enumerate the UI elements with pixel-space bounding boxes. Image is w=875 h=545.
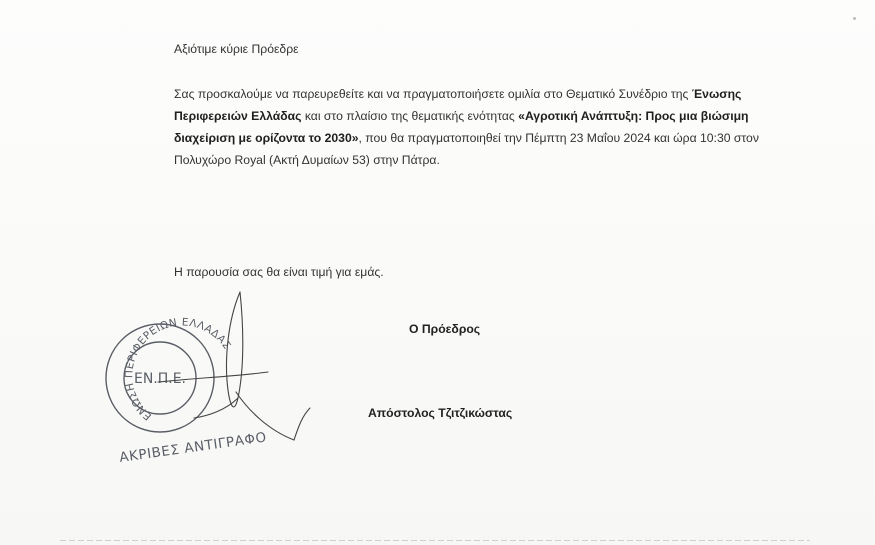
- invitation-text-1: Σας προσκαλούμε να παρευρεθείτε και να πραγματοποιήσετε ομιλία στο Θεματικό Συνέδριο της: [174, 87, 692, 101]
- organization-name: Ένωσης Περιφερειών Ελλάδας: [174, 87, 742, 123]
- stamp-center-text: ΕΝ.Π.Ε.: [133, 371, 187, 387]
- invitation-paragraph: [174, 83, 774, 171]
- letter-body: [174, 38, 774, 171]
- salutation: Αξιότιμε κύριε Πρόεδρε: [174, 42, 299, 56]
- session-title: «Αγροτική Ανάπτυξη: Προς μια βιώσιμη διαχείριση με ορίζοντα το 2030»: [174, 109, 749, 145]
- official-stamp: [98, 290, 338, 470]
- invitation-text-3: , που θα πραγματοποιηθεί την Πέμπτη 23 Μαΐου 2024 και ώρα 10:30 στον Πολυχώρο Royal (Ακτή Δυμαίων 53) στην Πάτρα.: [174, 131, 759, 167]
- stamp-ring-textpath: ΕΝΩΣΗ ΠΕΡΙΦΕΡΕΙΩΝ ΕΛΛΑΔΑΣ: [123, 316, 234, 423]
- president-name: Απόστολος Τζιτζικώστας: [368, 406, 513, 420]
- president-title: Ο Πρόεδρος: [409, 322, 481, 336]
- closing-line: Η παρουσία σας θα είναι τιμή για εμάς.: [174, 265, 384, 279]
- stamp-ring-text: [123, 316, 233, 422]
- page-edge-rule: [60, 540, 810, 541]
- handwritten-signature: [158, 292, 310, 440]
- stamp-copy-text: ΑΚΡΙΒΕΣ ΑΝΤΙΓΡΑΦΟ: [118, 429, 268, 466]
- stamp-graphic: [98, 290, 338, 470]
- scan-speck: [853, 17, 856, 20]
- invitation-text-2: και στο πλαίσιο της θεματικής ενότητας: [301, 109, 519, 123]
